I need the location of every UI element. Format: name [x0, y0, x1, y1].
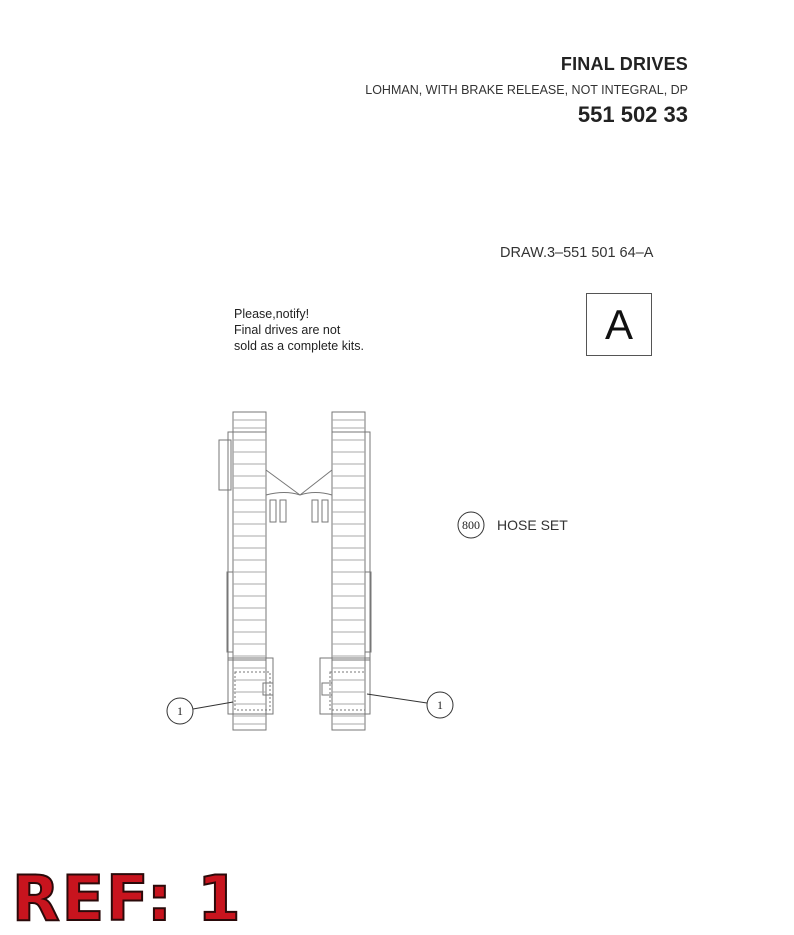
notice-line: Final drives are not — [234, 323, 341, 337]
callout-left-final-drive — [167, 698, 233, 724]
page-subtitle: LOHMAN, WITH BRAKE RELEASE, NOT INTEGRAL, DP — [365, 83, 688, 97]
page-title: FINAL DRIVES — [560, 54, 688, 74]
callout-right-final-drive — [367, 692, 453, 718]
drawing-reference: DRAW.3–551 501 64–A — [500, 245, 654, 261]
callout-number: 800 — [462, 518, 480, 532]
ref-label: REF: 1 — [12, 862, 243, 935]
notice-line: sold as a complete kits. — [234, 339, 364, 353]
view-letter-box: A — [586, 293, 652, 356]
callout-label-hose-set: HOSE SET — [497, 517, 568, 533]
callout-hose-set — [458, 512, 484, 538]
callout-number: 1 — [437, 698, 443, 712]
left-track-pads — [233, 420, 266, 724]
left-track-assembly — [219, 412, 300, 730]
notice-line: Please,notify! — [234, 307, 310, 321]
right-track-assembly — [300, 412, 371, 730]
callout-number: 1 — [177, 704, 183, 718]
part-number: 551 502 33 — [577, 102, 688, 127]
right-track-pads — [332, 420, 365, 724]
